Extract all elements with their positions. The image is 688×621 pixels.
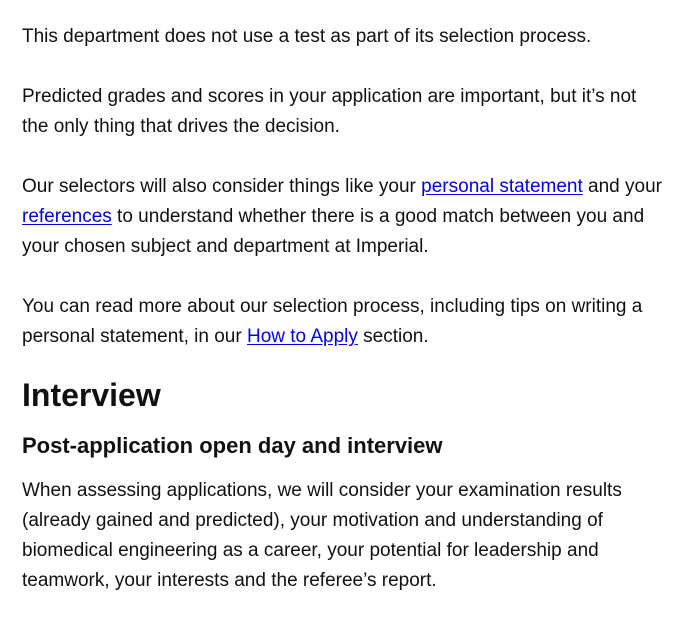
no-test-paragraph: This department does not use a test as part of its selection process. xyxy=(22,26,592,47)
references-link[interactable]: references xyxy=(22,206,112,227)
how-to-apply-text-before: You can read more about our selection process, including tips on writing a personal statement, in our xyxy=(22,296,643,347)
assessment-paragraph: When assessing applications, we will consider your examination results (already gained and predicted), your motivation and understanding of biomedical engineering as a career, your potential for leadership and teamwork, your interests and the referee’s report. xyxy=(22,480,622,591)
selectors-text-middle: and your xyxy=(582,176,662,197)
selectors-paragraph xyxy=(22,172,666,262)
open-day-subheading: Post-application open day and interview xyxy=(22,433,443,458)
selectors-text-after: to understand whether there is a good match between you and your chosen subject and department at Imperial. xyxy=(22,206,645,257)
how-to-apply-paragraph xyxy=(22,292,666,352)
predicted-grades-paragraph: Predicted grades and scores in your application are important, but it’s not the only thing that drives the decision. xyxy=(22,86,637,137)
how-to-apply-text-after: section. xyxy=(357,326,429,347)
interview-heading: Interview xyxy=(22,377,161,413)
selectors-text-before: Our selectors will also consider things like your xyxy=(22,176,422,197)
personal-statement-link[interactable]: personal statement xyxy=(421,176,583,197)
how-to-apply-link[interactable]: How to Apply xyxy=(246,326,358,347)
